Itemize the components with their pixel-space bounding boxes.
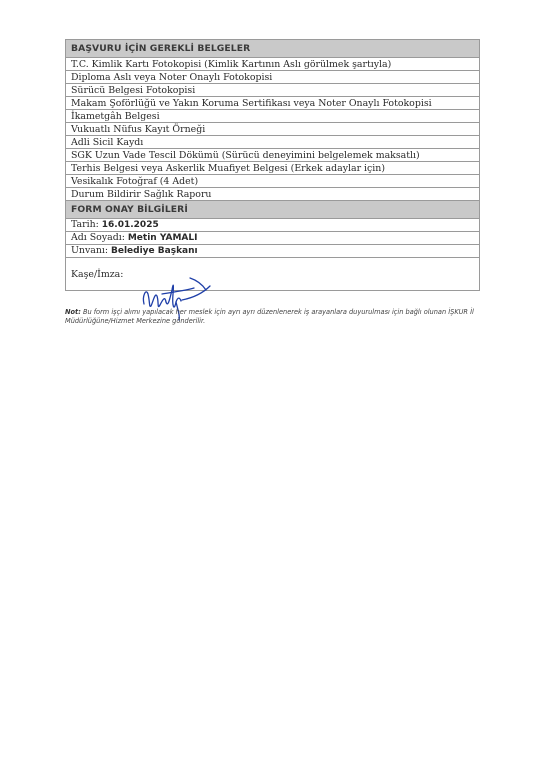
approval-stamp-row bbox=[66, 258, 480, 291]
approval-name-row bbox=[66, 232, 480, 245]
approval-stamp-cell bbox=[66, 258, 480, 291]
document-item-row bbox=[66, 110, 480, 123]
document-item: Adli Sicil Kaydı bbox=[66, 136, 480, 149]
document-item: Vesikalık Fotoğraf (4 Adet) bbox=[66, 175, 480, 188]
date-value: 16.01.2025 bbox=[101, 220, 159, 230]
document-item: Sürücü Belgesi Fotokopisi bbox=[66, 84, 480, 97]
document-item-row bbox=[66, 71, 480, 84]
document-item-row bbox=[66, 97, 480, 110]
name-label: Adı Soyadı: bbox=[71, 232, 128, 243]
document-item-row bbox=[66, 149, 480, 162]
document-item-row bbox=[66, 58, 480, 71]
document-item: Diploma Aslı veya Noter Onaylı Fotokopisi bbox=[66, 71, 480, 84]
document-item: SGK Uzun Vade Tescil Dökümü (Sürücü deneyimini belgelemek maksatlı) bbox=[66, 149, 480, 162]
title-value: Belediye Başkanı bbox=[111, 246, 198, 256]
footnote bbox=[65, 308, 483, 326]
approval-date-cell bbox=[66, 219, 480, 232]
name-value: Metin YAMALI bbox=[127, 233, 198, 243]
title-label: Unvanı: bbox=[71, 245, 111, 256]
document-item-row bbox=[66, 123, 480, 136]
document-item: T.C. Kimlik Kartı Fotokopisi (Kimlik Kartının Aslı görülmek şartıyla) bbox=[66, 58, 480, 71]
approval-title-cell bbox=[66, 245, 480, 258]
date-label: Tarih: bbox=[71, 219, 102, 230]
documents-section-header: BAŞVURU İÇİN GEREKLİ BELGELER bbox=[66, 40, 480, 58]
document-item: Durum Bildirir Sağlık Raporu bbox=[66, 188, 480, 201]
approval-name-cell bbox=[66, 232, 480, 245]
document-item: Makam Şoförlüğü ve Yakın Koruma Sertifikası veya Noter Onaylı Fotokopisi bbox=[66, 97, 480, 110]
approval-section-header: FORM ONAY BİLGİLERİ bbox=[66, 201, 480, 219]
stamp-label: Kaşe/İmza: bbox=[71, 268, 124, 280]
documents-header-row bbox=[66, 40, 480, 58]
document-item: Terhis Belgesi veya Askerlik Muafiyet Belgesi (Erkek adaylar için) bbox=[66, 162, 480, 175]
document-item-row bbox=[66, 175, 480, 188]
note-label: Not: bbox=[65, 308, 81, 316]
document-item-row bbox=[66, 84, 480, 97]
approval-date-row bbox=[66, 219, 480, 232]
document-item-row bbox=[66, 136, 480, 149]
document-item: İkametgâh Belgesi bbox=[66, 110, 480, 123]
note-text: Bu form işçi alımı yapılacak her meslek için ayrı ayrı düzenlenerek iş arayanlara duyurulması için bağlı olunan İŞKUR İl Müdürlüğüne/Hizmet Merkezine gönderilir. bbox=[65, 308, 474, 325]
document-item-row bbox=[66, 162, 480, 175]
approval-header-row bbox=[66, 201, 480, 219]
document-item-row bbox=[66, 188, 480, 201]
document-item: Vukuatlı Nüfus Kayıt Örneği bbox=[66, 123, 480, 136]
requirements-form-table bbox=[65, 39, 480, 291]
approval-title-row bbox=[66, 245, 480, 258]
